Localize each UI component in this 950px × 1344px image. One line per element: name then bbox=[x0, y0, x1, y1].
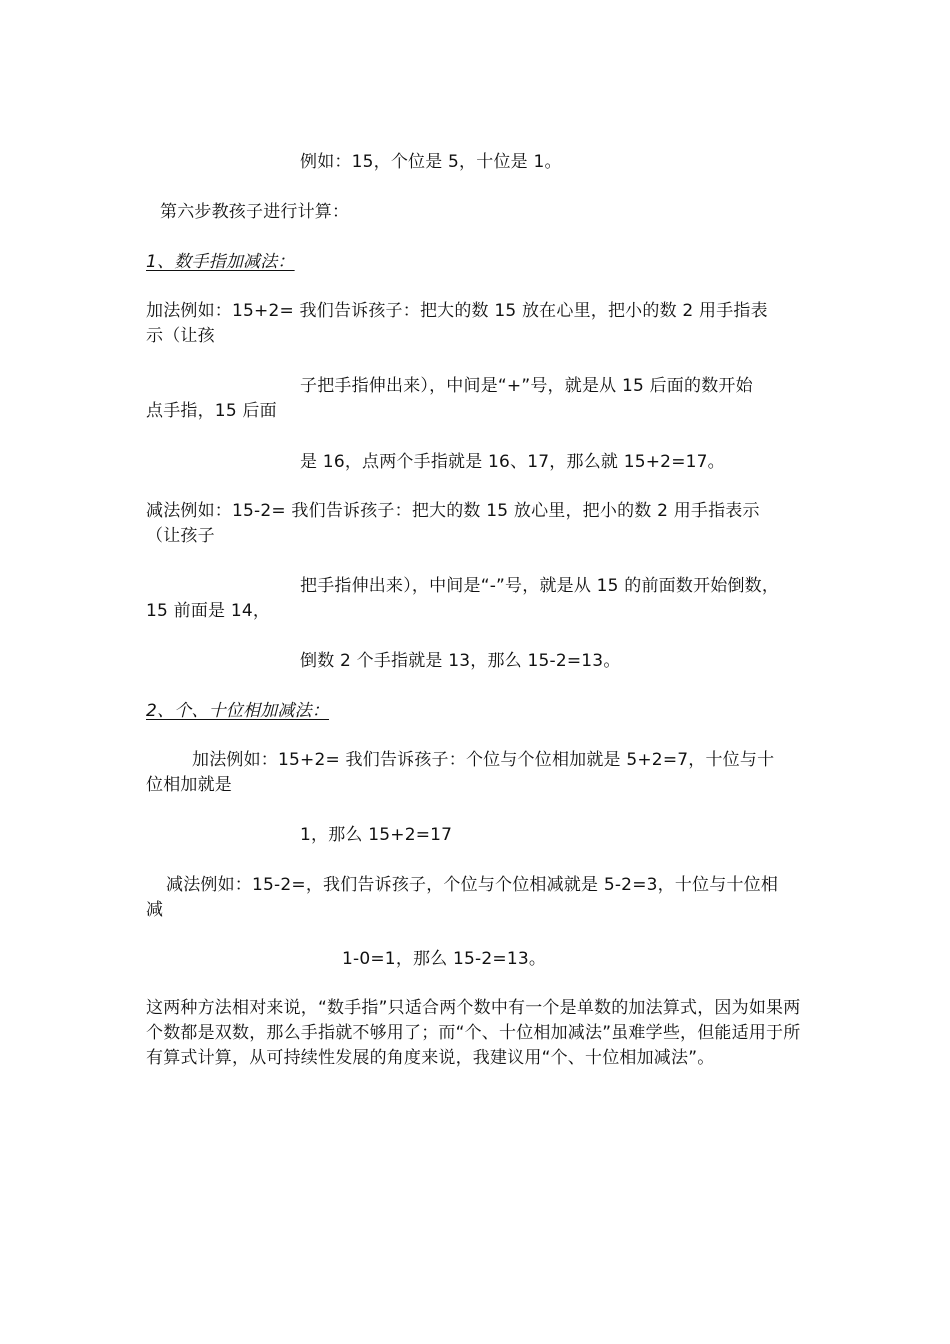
step-six-line: 第六步教孩子进行计算： bbox=[160, 202, 350, 222]
add-example-line-3: 是 16，点两个手指就是 16、17，那么就 15+2=17。 bbox=[300, 452, 725, 472]
add2-line-2: 1，那么 15+2=17 bbox=[300, 825, 453, 845]
add2-line-1b: 位相加就是 bbox=[146, 775, 232, 795]
sub-example-line-2b: 15 前面是 14， bbox=[146, 601, 271, 621]
section1-heading: 1、数手指加减法： bbox=[146, 252, 295, 272]
add-example-line-2b: 点手指，15 后面 bbox=[146, 401, 277, 421]
sub-example-line-1b: （让孩子 bbox=[146, 526, 215, 546]
add-example-line-1a: 加法例如：15+2= 我们告诉孩子：把大的数 15 放在心里，把小的数 2 用手指表 bbox=[146, 301, 768, 321]
sub2-line-1b: 减 bbox=[146, 900, 164, 920]
sub2-line-1a: 减法例如：15-2=，我们告诉孩子，个位与个位相减就是 5-2=3，十位与十位相 bbox=[166, 875, 779, 895]
sub-example-line-2a: 把手指伸出来），中间是“-”号，就是从 15 的前面数开始倒数， bbox=[300, 576, 780, 596]
add-example-line-1b: 示（让孩 bbox=[146, 326, 215, 346]
section2-heading: 2、个、十位相加减法： bbox=[146, 701, 330, 721]
add-example-line-2a: 子把手指伸出来），中间是“+”号，就是从 15 后面的数开始 bbox=[300, 376, 753, 396]
example-digits-line: 例如：15，个位是 5，十位是 1。 bbox=[300, 152, 562, 172]
sub2-line-2: 1-0=1，那么 15-2=13。 bbox=[342, 949, 547, 969]
add2-line-1a: 加法例如：15+2= 我们告诉孩子：个位与个位相加就是 5+2=7，十位与十 bbox=[192, 750, 775, 770]
conclusion-paragraph: 这两种方法相对来说，“数手指”只适合两个数中有一个是单数的加法算式，因为如果两个数都是双数，那么手指就不够用了；而“个、十位相加减法”虽难学些，但能适用于所有算式计算，从可持续性发展的角度来说，我建议用“个、十位相加减法”。 bbox=[146, 998, 801, 1068]
sub-example-line-1a: 减法例如：15-2= 我们告诉孩子：把大的数 15 放心里，把小的数 2 用手指表示 bbox=[146, 501, 760, 521]
sub-example-line-3: 倒数 2 个手指就是 13，那么 15-2=13。 bbox=[300, 651, 621, 671]
